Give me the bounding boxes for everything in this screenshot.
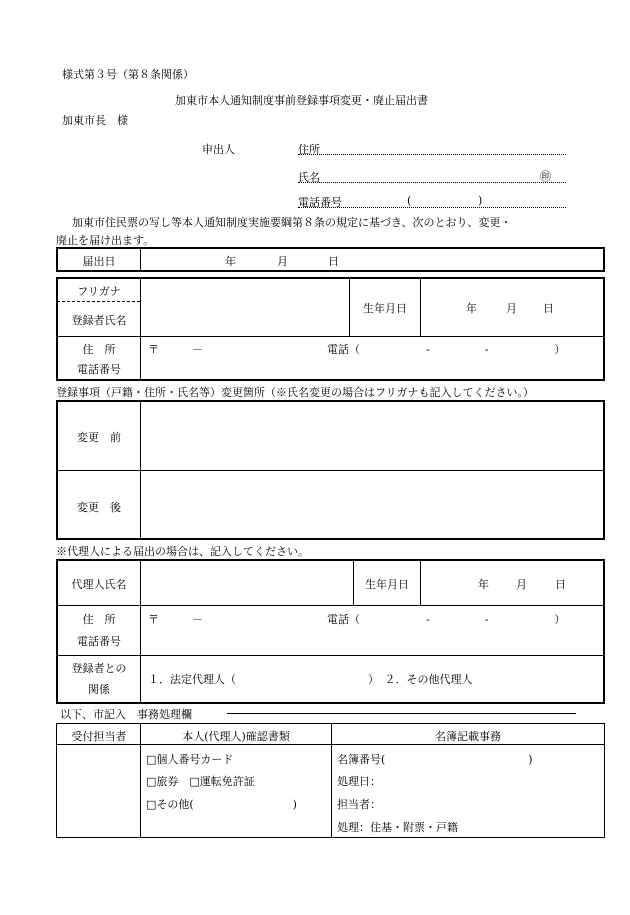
relationship-label-1: 登録者との xyxy=(71,662,127,675)
registrant-phone-label: 電話番号 xyxy=(77,363,121,376)
doc-passport-license-checkbox[interactable]: □旅券 □運転免許証 xyxy=(146,775,255,788)
office-col-receiver: 受付担当者 xyxy=(71,730,127,743)
relationship-options: １．法定代理人（ ） ２．その他代理人 xyxy=(148,673,473,686)
process-date: 処理日： xyxy=(337,775,381,788)
registrant-dob-label: 生年月日 xyxy=(363,302,407,315)
after-field[interactable] xyxy=(142,472,602,538)
applicant-label: 申出人 xyxy=(202,143,235,156)
applicant-phone-label: 電話番号 xyxy=(298,196,342,209)
registrant-postal: 〒 － xyxy=(148,343,203,356)
registrant-address-label: 住 所 xyxy=(82,343,116,356)
registrant-dob-day: 日 xyxy=(543,302,554,315)
before-field[interactable] xyxy=(142,402,602,469)
addressee: 加東市長 様 xyxy=(62,114,128,127)
filing-date-label: 届出日 xyxy=(82,255,116,268)
staff-in-charge: 担当者： xyxy=(337,798,381,811)
agent-note: ※代理人による届出の場合は、記入してください。 xyxy=(56,545,309,558)
agent-address-field[interactable] xyxy=(142,607,602,654)
filing-day: 日 xyxy=(328,255,339,268)
furigana-label: フリガナ xyxy=(77,285,121,298)
agent-name-field[interactable] xyxy=(142,561,352,604)
doc-other-checkbox[interactable]: □その他( ) xyxy=(146,798,297,811)
applicant-address-field[interactable] xyxy=(298,139,566,155)
intro-line-2: 廃止を届け出ます。 xyxy=(56,234,155,247)
agent-phone-label: 電話番号 xyxy=(77,635,121,648)
filing-year: 年 xyxy=(225,255,236,268)
applicant-name-field[interactable] xyxy=(298,167,566,183)
agent-address-label: 住 所 xyxy=(82,613,116,626)
agent-postal: 〒 － xyxy=(148,613,203,626)
changes-note: 登録事項（戸籍・住所・氏名等）変更箇所（※氏名変更の場合はフリガナも記入してください。） xyxy=(56,386,534,399)
filing-month: 月 xyxy=(277,255,288,268)
document-title: 加東市本人通知制度事前登録事項変更・廃止届出書 xyxy=(175,94,428,107)
office-heading: 以下、市記入 事務処理欄 xyxy=(60,708,192,721)
registrant-dob-month: 月 xyxy=(506,302,517,315)
relationship-field[interactable] xyxy=(142,657,602,702)
filing-date-field[interactable] xyxy=(142,249,602,270)
phone-open-paren: ( xyxy=(407,194,412,207)
agent-dob-month: 月 xyxy=(516,578,527,591)
relationship-label-2: 関係 xyxy=(88,683,110,696)
intro-line-1: 加東市住民票の写し等本人通知制度実施要綱第８条の規定に基づき、次のとおり、変更・ xyxy=(72,216,512,229)
process-type: 処理：住基・附票・戸籍 xyxy=(337,821,458,834)
agent-dob-label: 生年月日 xyxy=(365,578,409,591)
seal-mark: ㊞ xyxy=(540,170,551,183)
applicant-name-label: 氏名 xyxy=(298,171,320,184)
phone-close-paren: ) xyxy=(478,194,483,207)
register-number: 名簿番号( ) xyxy=(337,753,533,766)
registrant-dob-year: 年 xyxy=(466,302,477,315)
office-col-id-docs: 本人(代理人)確認書類 xyxy=(182,730,290,743)
registrant-name-field[interactable] xyxy=(142,279,348,335)
applicant-phone-field[interactable] xyxy=(298,192,566,208)
applicant-address-label: 住所 xyxy=(298,143,320,156)
registrant-name-label: 登録者氏名 xyxy=(71,314,127,327)
doc-mynumber-checkbox[interactable]: □個人番号カード xyxy=(146,753,234,766)
after-label: 変更 後 xyxy=(77,501,121,514)
registrant-phone: 電話（ - - ） xyxy=(327,343,566,356)
agent-name-label: 代理人氏名 xyxy=(71,578,127,591)
agent-dob-day: 日 xyxy=(555,578,566,591)
office-heading-rule xyxy=(227,713,576,714)
agent-phone: 電話（ - - ） xyxy=(327,613,566,626)
before-label: 変更 前 xyxy=(77,431,121,444)
registrant-address-field[interactable] xyxy=(142,338,602,379)
form-number: 様式第３号（第８条関係） xyxy=(62,68,194,81)
office-col-register: 名簿記載事務 xyxy=(435,730,501,743)
agent-dob-year: 年 xyxy=(478,578,489,591)
